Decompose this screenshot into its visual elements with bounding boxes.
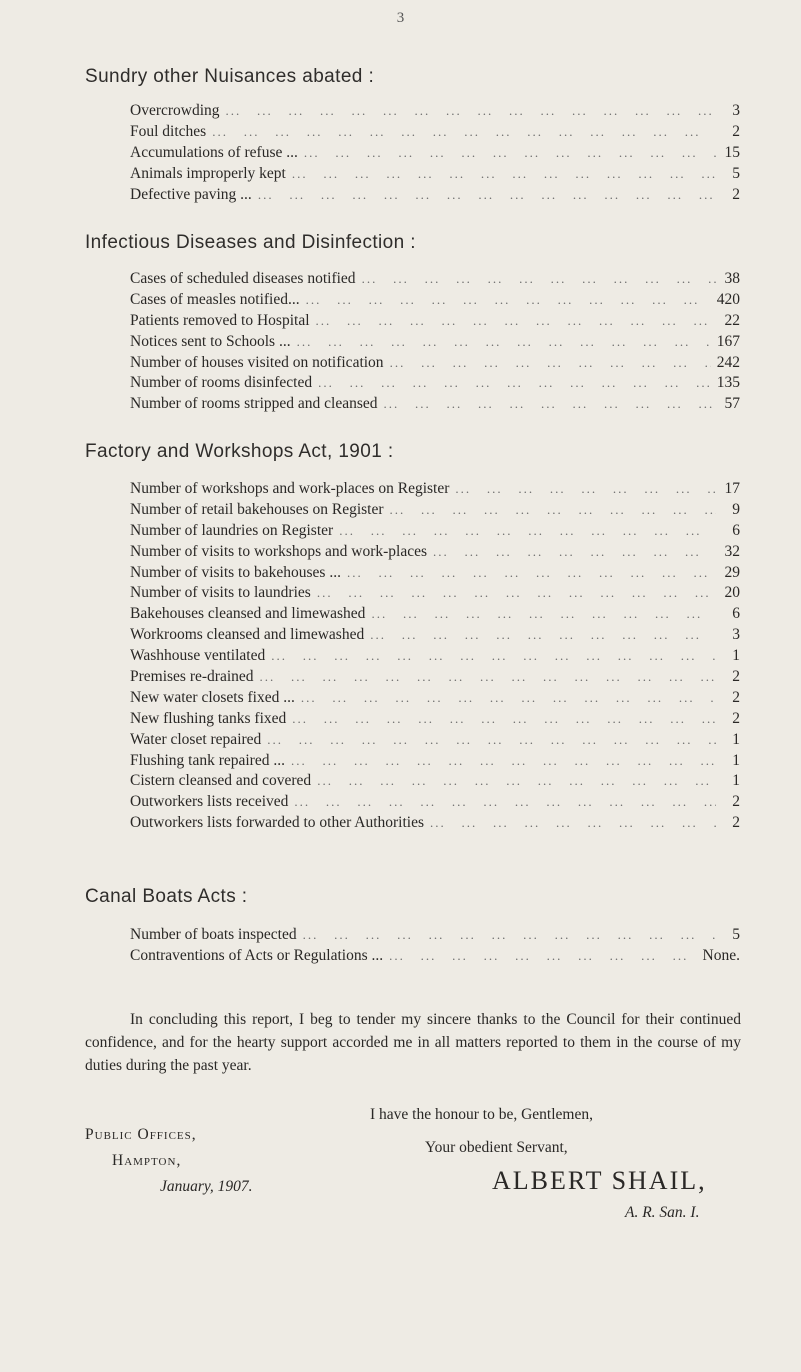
item-value: 15 bbox=[724, 143, 740, 161]
item-label: Number of visits to laundries bbox=[130, 584, 311, 602]
item-label: Accumulations of refuse ... bbox=[130, 143, 298, 161]
list-item bbox=[130, 730, 740, 751]
list-item bbox=[130, 143, 740, 164]
section-rows bbox=[130, 101, 740, 205]
list-item bbox=[130, 771, 740, 792]
item-label: Number of visits to bakehouses ... bbox=[130, 563, 341, 581]
item-label: Bakehouses cleansed and limewashed bbox=[130, 605, 366, 623]
section-heading: Factory and Workshops Act, 1901 : bbox=[85, 441, 394, 462]
item-value: 2 bbox=[732, 709, 740, 727]
honour-line: I have the honour to be, Gentlemen, bbox=[370, 1106, 593, 1123]
list-item bbox=[130, 792, 740, 813]
dot-leader bbox=[292, 164, 716, 185]
list-item bbox=[130, 521, 740, 542]
closing-paragraph: In concluding this report, I beg to tender my sincere thanks to the Council for their continued confidence, and for the hearty support accorded me in all matters reported to them in the course of my duties during the past year. bbox=[85, 1011, 741, 1074]
list-item bbox=[130, 373, 740, 394]
dot-leader bbox=[267, 730, 716, 751]
section-heading: Sundry other Nuisances abated : bbox=[85, 66, 375, 87]
dot-leader bbox=[455, 479, 716, 500]
list-item bbox=[130, 688, 740, 709]
dot-leader bbox=[226, 101, 716, 122]
item-label: Overcrowding bbox=[130, 102, 220, 119]
dot-leader bbox=[347, 563, 716, 584]
item-value: 3 bbox=[732, 626, 740, 644]
item-value: 135 bbox=[716, 374, 740, 392]
item-value: 167 bbox=[716, 332, 740, 350]
dot-leader bbox=[306, 290, 711, 311]
dot-leader bbox=[317, 583, 716, 604]
list-item bbox=[130, 185, 740, 206]
address-line-town: Hampton, bbox=[112, 1152, 182, 1169]
item-label: Cistern cleansed and covered bbox=[130, 772, 312, 790]
list-item bbox=[130, 946, 740, 967]
dot-leader bbox=[304, 143, 716, 164]
item-value: 1 bbox=[732, 772, 740, 790]
list-item bbox=[130, 813, 740, 834]
list-item bbox=[130, 604, 740, 625]
item-value: 5 bbox=[732, 926, 740, 943]
item-label: Cases of measles notified... bbox=[130, 290, 300, 308]
dot-leader bbox=[390, 500, 716, 521]
item-value: 17 bbox=[724, 480, 740, 497]
dot-leader bbox=[362, 269, 716, 290]
item-label: Cases of scheduled diseases notified bbox=[130, 270, 356, 287]
item-value: 20 bbox=[724, 584, 740, 602]
item-label: Patients removed to Hospital bbox=[130, 311, 310, 329]
dot-leader bbox=[291, 751, 716, 772]
item-value: 9 bbox=[732, 500, 740, 518]
item-value: 1 bbox=[732, 751, 740, 769]
item-value: 38 bbox=[724, 270, 740, 287]
item-label: Workrooms cleansed and limewashed bbox=[130, 626, 365, 644]
item-label: Contraventions of Acts or Regulations ... bbox=[130, 946, 384, 964]
dot-leader bbox=[339, 521, 716, 542]
list-item bbox=[130, 290, 740, 311]
list-item bbox=[130, 269, 740, 290]
item-label: Water closet repaired bbox=[130, 730, 262, 748]
dot-leader bbox=[384, 394, 716, 415]
item-value: 2 bbox=[732, 793, 740, 811]
list-item bbox=[130, 667, 740, 688]
list-item bbox=[130, 583, 740, 604]
section-rows bbox=[130, 479, 740, 834]
list-item bbox=[130, 563, 740, 584]
page-number: 3 bbox=[396, 10, 405, 26]
dot-leader bbox=[316, 311, 716, 332]
dot-leader bbox=[294, 792, 716, 813]
item-value: 1 bbox=[732, 647, 740, 665]
dot-leader bbox=[430, 813, 716, 834]
list-item bbox=[130, 542, 740, 563]
item-value: 2 bbox=[732, 814, 740, 832]
address-line-offices: Public Offices, bbox=[85, 1126, 197, 1143]
item-value: 420 bbox=[716, 290, 740, 308]
item-value: 2 bbox=[732, 185, 740, 203]
item-label: Outworkers lists received bbox=[130, 793, 289, 811]
list-item bbox=[130, 353, 740, 374]
item-value: 1 bbox=[732, 730, 740, 748]
dot-leader bbox=[292, 709, 716, 730]
list-item bbox=[130, 101, 740, 122]
list-item bbox=[130, 709, 740, 730]
dot-leader bbox=[371, 604, 716, 625]
signatory-title: A. R. San. I. bbox=[625, 1204, 700, 1221]
item-label: New flushing tanks fixed bbox=[130, 709, 287, 727]
dot-leader bbox=[297, 332, 711, 353]
signatory-name: ALBERT SHAIL, bbox=[492, 1166, 707, 1195]
dot-leader bbox=[370, 625, 716, 646]
dot-leader bbox=[318, 373, 711, 394]
item-label: Number of boats inspected bbox=[130, 926, 297, 943]
item-value: 2 bbox=[732, 688, 740, 706]
item-label: Flushing tank repaired ... bbox=[130, 751, 285, 769]
item-label: Defective paving ... bbox=[130, 185, 252, 203]
item-value: 32 bbox=[724, 542, 740, 560]
list-item bbox=[130, 122, 740, 143]
list-item bbox=[130, 751, 740, 772]
section-heading: Canal Boats Acts : bbox=[85, 886, 248, 907]
date-line: January, 1907. bbox=[160, 1178, 253, 1195]
section-heading: Infectious Diseases and Disinfection : bbox=[85, 232, 416, 253]
item-label: Premises re-drained bbox=[130, 668, 254, 686]
dot-leader bbox=[258, 185, 716, 206]
item-label: Washhouse ventilated bbox=[130, 647, 266, 665]
item-value: 6 bbox=[732, 605, 740, 623]
dot-leader bbox=[433, 542, 716, 563]
item-value: 22 bbox=[724, 311, 740, 329]
item-value: 6 bbox=[732, 521, 740, 539]
item-value: 29 bbox=[724, 563, 740, 581]
dot-leader bbox=[271, 646, 716, 667]
dot-leader bbox=[260, 667, 716, 688]
item-value: 5 bbox=[732, 164, 740, 182]
item-label: Foul ditches bbox=[130, 122, 207, 140]
item-label: Number of visits to workshops and work-places bbox=[130, 542, 428, 560]
item-label: Number of workshops and work-places on Register bbox=[130, 480, 450, 497]
list-item bbox=[130, 479, 740, 500]
item-label: New water closets fixed ... bbox=[130, 688, 295, 706]
list-item bbox=[130, 625, 740, 646]
list-item bbox=[130, 925, 740, 946]
item-value: 242 bbox=[716, 353, 740, 371]
dot-leader bbox=[389, 946, 696, 967]
servant-line: Your obedient Servant, bbox=[425, 1139, 568, 1156]
section-rows bbox=[130, 269, 740, 415]
item-label: Animals improperly kept bbox=[130, 164, 286, 182]
list-item bbox=[130, 500, 740, 521]
dot-leader bbox=[390, 353, 711, 374]
dot-leader bbox=[317, 771, 716, 792]
item-label: Notices sent to Schools ... bbox=[130, 332, 291, 350]
item-label: Number of retail bakehouses on Register bbox=[130, 500, 384, 518]
item-label: Number of rooms stripped and cleansed bbox=[130, 395, 378, 413]
list-item bbox=[130, 394, 740, 415]
dot-leader bbox=[212, 122, 716, 143]
item-value: 2 bbox=[732, 668, 740, 686]
item-value: 2 bbox=[732, 122, 740, 140]
list-item bbox=[130, 164, 740, 185]
item-value: 3 bbox=[732, 102, 740, 119]
list-item bbox=[130, 311, 740, 332]
item-label: Outworkers lists forwarded to other Authorities bbox=[130, 814, 425, 832]
item-value: 57 bbox=[724, 395, 740, 413]
item-label: Number of houses visited on notification bbox=[130, 353, 384, 371]
item-label: Number of rooms disinfected bbox=[130, 374, 313, 392]
dot-leader bbox=[301, 688, 716, 709]
list-item bbox=[130, 332, 740, 353]
item-value: None. bbox=[702, 946, 740, 964]
item-label: Number of laundries on Register bbox=[130, 521, 334, 539]
list-item bbox=[130, 646, 740, 667]
dot-leader bbox=[303, 925, 716, 946]
section-rows bbox=[130, 925, 740, 967]
